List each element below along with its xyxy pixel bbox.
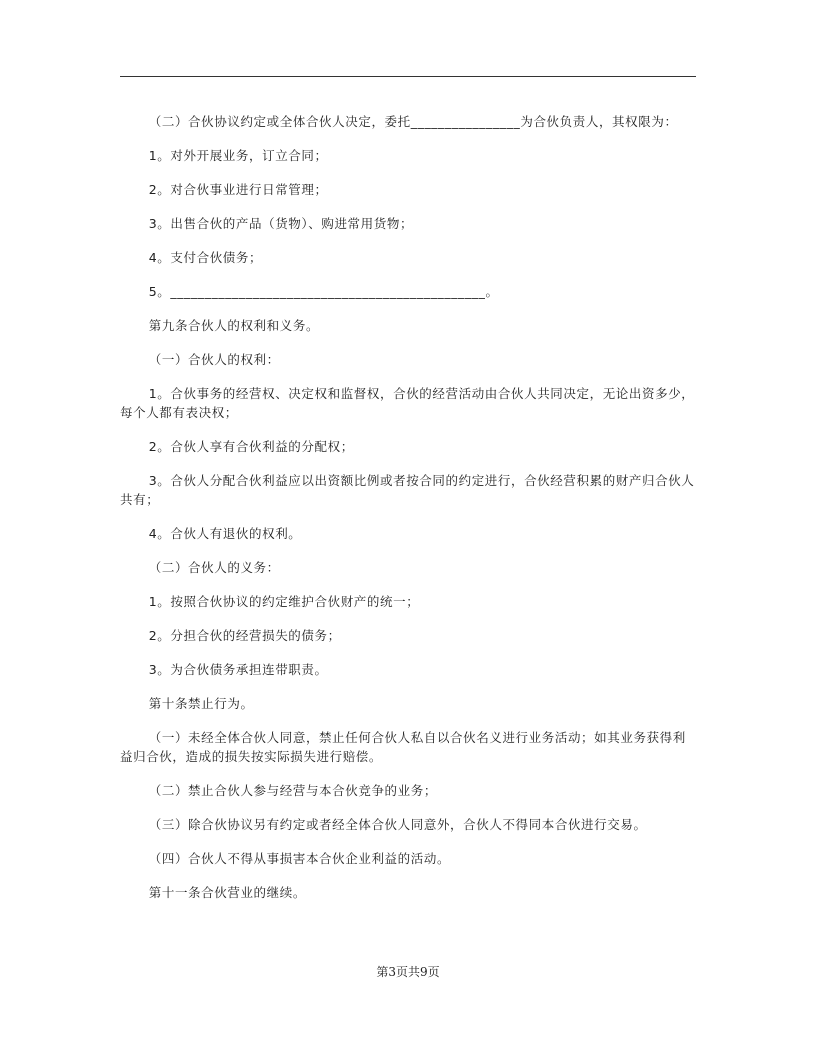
header-rule [120,76,696,77]
paragraph-item: （四）合伙人不得从事损害本合伙企业利益的活动。 [148,851,451,866]
article-heading-11: 第十一条合伙营业的继续。 [148,885,306,900]
paragraph-item: 3。为合伙债务承担连带职责。 [148,662,328,677]
section-heading-duties: （二）合伙人的义务： [148,560,280,575]
paragraph-item: 2。合伙人享有合伙利益的分配权； [148,439,354,454]
page-number: 第3页共9页 [376,965,440,979]
paragraph-item-blank: 5。______________________________________________。 [148,284,499,299]
paragraph-item: 1。按照合伙协议的约定维护合伙财产的统一； [148,594,420,609]
paragraph-item: 4。合伙人有退伙的权利。 [148,526,302,541]
paragraph-item: （二）禁止合伙人参与经营与本合伙竞争的业务； [148,783,437,798]
paragraph-delegation: （二）合伙协议约定或全体合伙人决定，委托________________为合伙负责人，其权限为： [148,114,678,129]
section-heading-rights: （一）合伙人的权利： [148,352,280,367]
paragraph-item: 3。出售合伙的产品（货物）、购进常用货物； [148,216,414,231]
paragraph-item: 4。支付合伙债务； [148,250,263,265]
paragraph-item: 2。对合伙事业进行日常管理； [148,182,328,197]
paragraph-item: 3。合伙人分配合伙利益应以出资额比例或者按合同的约定进行，合伙经营积累的财产归合伙人共有； [120,473,695,507]
document-body [120,112,696,917]
article-heading-9: 第九条合伙人的权利和义务。 [148,318,320,333]
article-heading-10: 第十条禁止行为。 [148,696,254,711]
paragraph-item: （三）除合伙协议另有约定或者经全体合伙人同意外，合伙人不得同本合伙进行交易。 [148,817,647,832]
paragraph-item: （一）未经全体合伙人同意，禁止任何合伙人私自以合伙名义进行业务活动；如其业务获得利益归合伙，造成的损失按实际损失进行赔偿。 [120,730,686,764]
paragraph-item: 2。分担合伙的经营损失的债务； [148,628,341,643]
paragraph-item: 1。对外开展业务，订立合同； [148,148,328,163]
paragraph-item: 1。合伙事务的经营权、决定权和监督权，合伙的经营活动由合伙人共同决定，无论出资多少，每个人都有表决权； [120,386,695,420]
